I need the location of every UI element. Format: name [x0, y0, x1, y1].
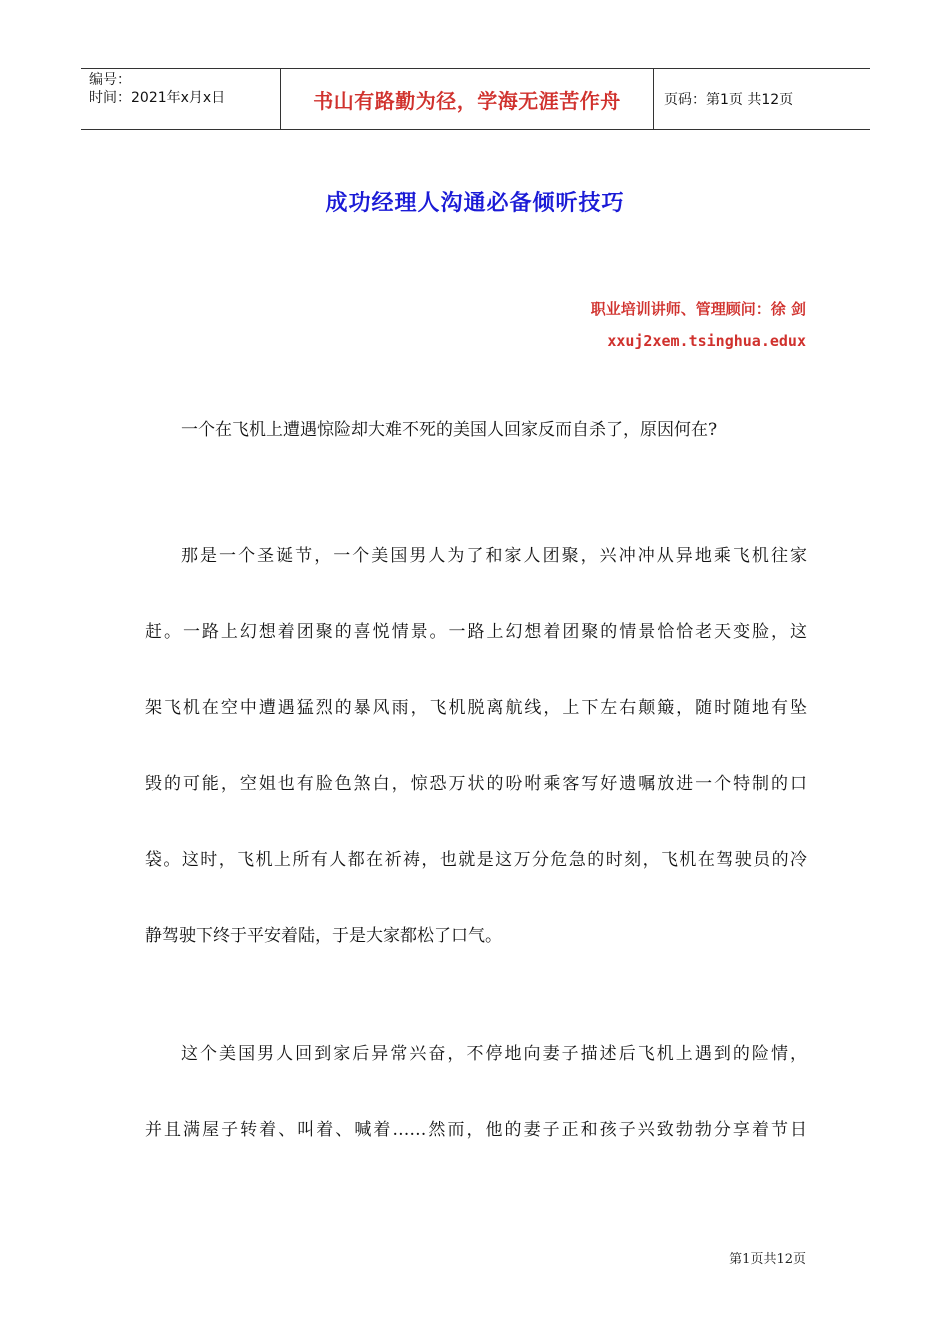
- page-footer: 第1页共12页: [729, 1252, 806, 1267]
- header-page-cell: [654, 69, 870, 129]
- header-page-info: 页码：第1页 共12页: [664, 92, 794, 108]
- paragraph-2: [145, 518, 807, 974]
- paragraph-line: 赶。一路上幻想着团聚的喜悦情景。一路上幻想着团聚的情景恰恰老天变脸，这: [145, 622, 807, 642]
- header-number-label: 编号：: [89, 72, 131, 88]
- header-motto: 书山有路勤为径，学海无涯苦作舟: [313, 88, 621, 113]
- paragraph-line: 这个美国男人回到家后异常兴奋，不停地向妻子描述后飞机上遇到的险情，: [181, 1044, 807, 1064]
- paragraph-line: 一个在飞机上遭遇惊险却大难不死的美国人回家反而自杀了，原因何在?: [181, 420, 718, 440]
- header-time-label: 时间：2021年x月x日: [89, 90, 226, 106]
- document-header: [81, 68, 870, 130]
- document-email: xxuj2xem.tsinghua.edux: [607, 332, 806, 350]
- header-motto-cell: [281, 69, 654, 129]
- paragraph-line: 静驾驶下终于平安着陆，于是大家都松了口气。: [145, 926, 502, 946]
- paragraph-3: [145, 1016, 807, 1168]
- document-title: 成功经理人沟通必备倾听技巧: [325, 190, 625, 216]
- paragraph-line: 毁的可能，空姐也有脸色煞白，惊恐万状的吩咐乘客写好遗嘱放进一个特制的口: [145, 774, 807, 794]
- paragraph-line: 袋。这时，飞机上所有人都在祈祷，也就是这万分危急的时刻，飞机在驾驶员的冷: [145, 850, 807, 870]
- paragraph-line: 架飞机在空中遭遇猛烈的暴风雨，飞机脱离航线，上下左右颠簸，随时随地有坠: [145, 698, 807, 718]
- header-meta-cell: [81, 69, 281, 129]
- paragraph-1: [145, 392, 807, 468]
- document-author: 职业培训讲师、管理顾问：徐 剑: [590, 300, 806, 318]
- paragraph-line: 那是一个圣诞节，一个美国男人为了和家人团聚，兴冲冲从异地乘飞机往家: [181, 546, 807, 566]
- paragraph-line: 并且满屋子转着、叫着、喊着……然而，他的妻子正和孩子兴致勃勃分享着节日: [145, 1120, 807, 1140]
